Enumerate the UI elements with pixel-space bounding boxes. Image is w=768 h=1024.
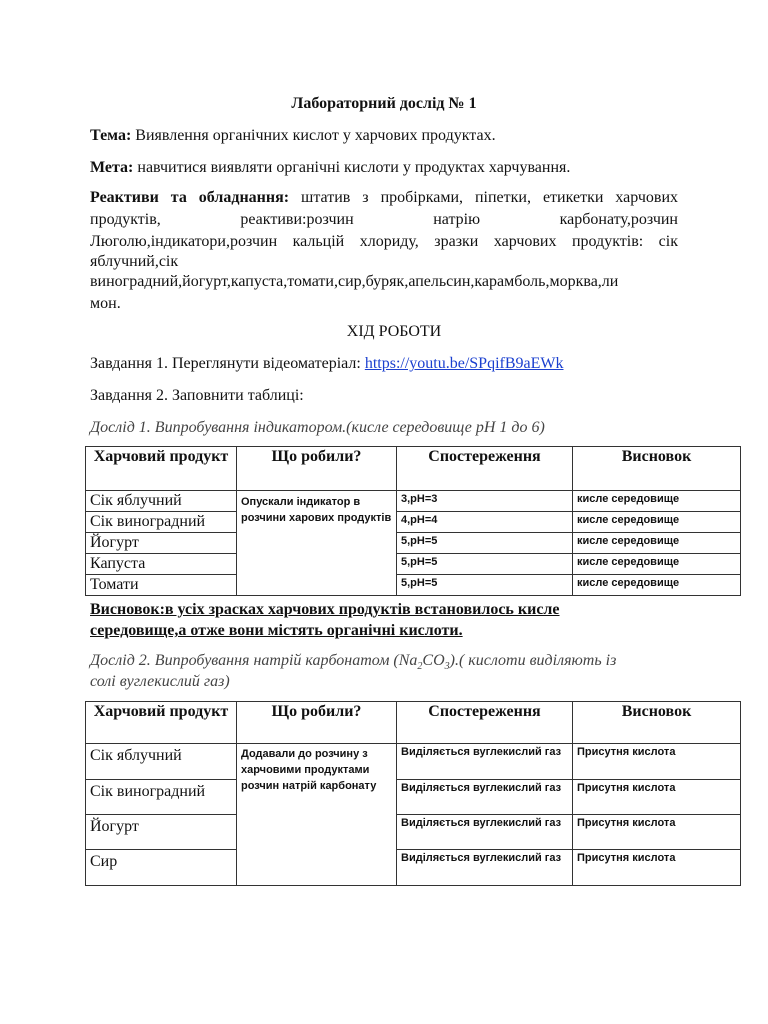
header-action: Що робили? xyxy=(237,702,397,744)
observation-cell: Виділяється вуглекислий газ xyxy=(397,850,573,886)
reagents-text-1: штатив з пробірками, піпетки, етикетки харчових xyxy=(301,189,679,206)
table-row xyxy=(86,744,741,780)
table-header-row xyxy=(86,447,741,491)
product-cell: Сік виноградний xyxy=(86,780,237,815)
caption-part: CO xyxy=(422,652,445,669)
observation-cell: 5,pH=5 xyxy=(397,554,573,575)
header-product: Харчовий продукт xyxy=(86,447,237,491)
experiment-1-caption: Дослід 1. Випробування індикатором.(кисле середовище pH 1 до 6) xyxy=(90,419,545,436)
video-link[interactable]: https://youtu.be/SPqifB9aEWk xyxy=(364,355,564,372)
task-2: Завдання 2. Заповнити таблиці: xyxy=(90,387,304,404)
action-cell: Додавали до розчину з харчовими продуктами розчин натрій карбонату xyxy=(237,744,397,886)
subscript: 2 xyxy=(417,661,423,673)
conclusion-cell: кисле середовище xyxy=(573,575,741,596)
experiment-1-table xyxy=(85,446,741,596)
reagents-line-2: продуктів, реактиви:розчин натрію карбонату,розчин xyxy=(90,211,678,228)
goal-label: Мета: xyxy=(90,159,134,176)
task-1 xyxy=(90,354,678,374)
reagents-line-5: виноградний,йогурт,капуста,томати,сир,буряк,апельсин,карамболь,морква,ли xyxy=(90,273,619,290)
observation-cell: Виділяється вуглекислий газ xyxy=(397,815,573,850)
conclusion-cell: кисле середовище xyxy=(573,491,741,512)
conclusion-line-1: Висновок:в усіх зрасках харчових продуктів встановилось кисле xyxy=(90,601,560,618)
goal-line xyxy=(90,158,678,178)
product-cell: Сік яблучний xyxy=(86,744,237,780)
table-row xyxy=(86,780,741,815)
progress-heading: ХІД РОБОТИ xyxy=(346,323,442,340)
reagents-line-3: Люголю,індикатори,розчин кальцій хлориду, зразки харчових продуктів: сік xyxy=(90,233,678,250)
table-row xyxy=(86,850,741,886)
page-title: Лабораторний дослід № 1 xyxy=(291,95,477,112)
product-cell: Сир xyxy=(86,850,237,886)
product-cell: Томати xyxy=(86,575,237,596)
reagents-line-1 xyxy=(90,188,678,208)
observation-cell: Виділяється вуглекислий газ xyxy=(397,780,573,815)
header-observation: Спостереження xyxy=(397,447,573,491)
conclusion-cell: Присутня кислота xyxy=(573,850,741,886)
reagents-line-6: мон. xyxy=(90,295,121,312)
conclusion-line-2: середовище,а отже вони містять органічні кислоти. xyxy=(90,622,463,639)
product-cell: Сік яблучний xyxy=(86,491,237,512)
topic-text: Виявлення органічних кислот у харчових продуктах. xyxy=(135,127,496,144)
header-observation: Спостереження xyxy=(397,702,573,744)
header-conclusion: Висновок xyxy=(573,702,741,744)
conclusion-cell: кисле середовище xyxy=(573,554,741,575)
topic-line xyxy=(90,126,678,146)
observation-cell: 5,pH=5 xyxy=(397,575,573,596)
experiment-2-caption-line-2: солі вуглекислий газ) xyxy=(90,673,230,690)
experiment-2-table xyxy=(85,701,741,886)
header-action: Що робили? xyxy=(237,447,397,491)
observation-cell: 5,pH=5 xyxy=(397,533,573,554)
topic-label: Тема: xyxy=(90,127,132,144)
observation-cell: Виділяється вуглекислий газ xyxy=(397,744,573,780)
table-row xyxy=(86,533,741,554)
caption-part: ).( кислоти виділяють із xyxy=(449,652,617,669)
product-cell: Йогурт xyxy=(86,815,237,850)
observation-cell: 3,pH=3 xyxy=(397,491,573,512)
conclusion-cell: кисле середовище xyxy=(573,533,741,554)
table-row xyxy=(86,554,741,575)
header-product: Харчовий продукт xyxy=(86,702,237,744)
caption-part: Дослід 2. Випробування натрій карбонатом (Na xyxy=(90,652,418,669)
task-1-text: Завдання 1. Переглянути відеоматеріал: xyxy=(90,355,361,372)
action-cell: Опускали індикатор в розчини харових продуктів xyxy=(237,491,397,596)
conclusion-cell: Присутня кислота xyxy=(573,815,741,850)
table-row xyxy=(86,512,741,533)
table-row xyxy=(86,491,741,512)
reagents-label: Реактиви та обладнання: xyxy=(90,189,290,206)
conclusion-cell: Присутня кислота xyxy=(573,780,741,815)
header-conclusion: Висновок xyxy=(573,447,741,491)
table-row xyxy=(86,575,741,596)
reagents-line-4: яблучний,сік xyxy=(90,253,179,270)
conclusion-cell: Присутня кислота xyxy=(573,744,741,780)
subscript: 3 xyxy=(444,661,450,673)
table-row xyxy=(86,815,741,850)
conclusion-cell: кисле середовище xyxy=(573,512,741,533)
product-cell: Сік виноградний xyxy=(86,512,237,533)
product-cell: Йогурт xyxy=(86,533,237,554)
table-header-row xyxy=(86,702,741,744)
product-cell: Капуста xyxy=(86,554,237,575)
observation-cell: 4,pH=4 xyxy=(397,512,573,533)
goal-text: навчитися виявляти органічні кислоти у продуктах харчування. xyxy=(137,159,571,176)
